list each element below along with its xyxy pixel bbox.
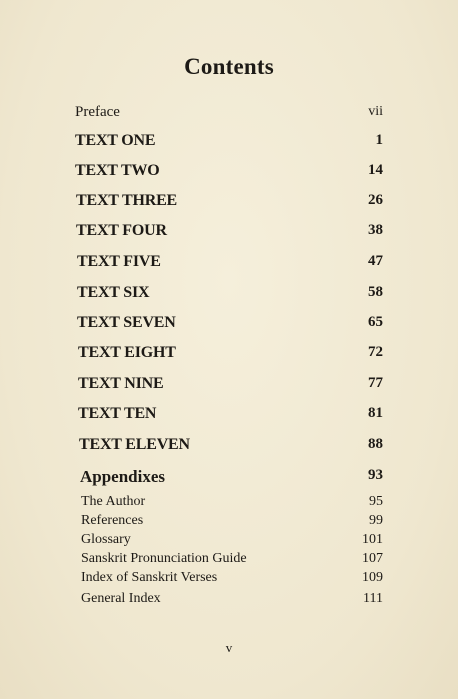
toc-page-number: 1: [375, 132, 383, 148]
toc-page-number: 81: [368, 405, 383, 421]
toc-row-text-five: [0, 253, 458, 277]
toc-label: TEXT EIGHT: [78, 344, 176, 361]
toc-row-appendixes: [0, 467, 458, 491]
toc-label: Glossary: [81, 532, 131, 547]
toc-row-text-nine: [0, 375, 458, 399]
toc-label: TEXT ONE: [75, 132, 156, 149]
page-title: Contents: [184, 54, 274, 79]
toc-page-number: 107: [362, 551, 383, 566]
toc-label: References: [81, 513, 144, 528]
toc-page-number: 93: [368, 467, 383, 483]
toc-page-number: 26: [368, 192, 383, 208]
toc-row-text-ten: [0, 405, 458, 429]
toc-page-number: 99: [369, 513, 383, 528]
toc-label: TEXT SEVEN: [77, 314, 176, 331]
toc-row-general-index: [0, 591, 458, 615]
toc-page-number: 111: [363, 591, 383, 606]
toc-label: TEXT TEN: [78, 405, 157, 422]
toc-page-number: 47: [368, 253, 383, 269]
toc-label: Sanskrit Pronunciation Guide: [81, 551, 247, 566]
toc-page-number: vii: [368, 104, 383, 119]
toc-row-preface: [0, 104, 458, 128]
toc-label: General Index: [81, 591, 161, 606]
toc-page-number: 101: [362, 532, 383, 547]
toc-row-text-four: [0, 222, 458, 246]
toc-label: TEXT TWO: [75, 162, 160, 179]
toc-page-number: 65: [368, 314, 383, 330]
page-folio: v: [225, 640, 233, 655]
toc-page-number: 58: [368, 284, 383, 300]
toc-label: TEXT SIX: [77, 284, 150, 301]
toc-page-number: 95: [369, 494, 383, 509]
toc-label: TEXT ELEVEN: [79, 436, 190, 453]
toc-label: TEXT FIVE: [77, 253, 161, 270]
toc-row-text-seven: [0, 314, 458, 338]
toc-page-number: 88: [368, 436, 383, 452]
toc-label: TEXT FOUR: [76, 222, 167, 239]
toc-page-number: 14: [368, 162, 383, 178]
toc-row-text-eleven: [0, 436, 458, 460]
toc-page-number: 38: [368, 222, 383, 238]
toc-page-number: 109: [362, 570, 383, 585]
toc-label: Preface: [75, 104, 120, 120]
toc-label: The Author: [81, 494, 146, 509]
toc-label: TEXT THREE: [76, 192, 178, 209]
toc-label: Index of Sanskrit Verses: [81, 570, 218, 585]
toc-row-text-eight: [0, 344, 458, 368]
toc-page-number: 72: [368, 344, 383, 360]
toc-row-text-two: [0, 162, 458, 186]
toc-label: TEXT NINE: [78, 375, 164, 392]
toc-page-number: 77: [368, 375, 383, 391]
toc-row-text-six: [0, 284, 458, 308]
toc-row-text-one: [0, 132, 458, 156]
toc-section-label: Appendixes: [80, 467, 166, 486]
toc-row-text-three: [0, 192, 458, 216]
